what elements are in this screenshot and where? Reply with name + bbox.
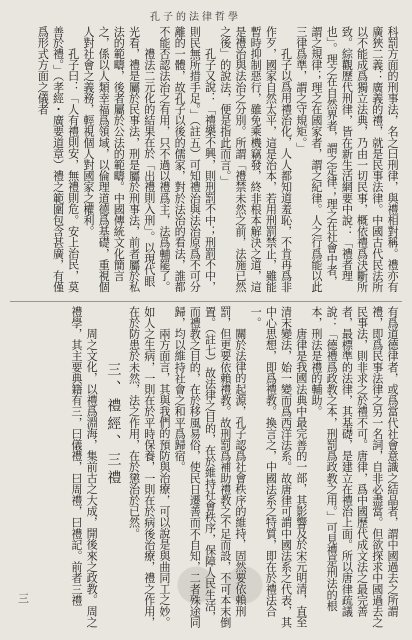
- running-header: 孔子的法律哲學: [150, 12, 241, 23]
- paragraph: 科罰方面的刑事法，名之曰刑律，與禮相對稱。禮亦有廣狹二義：廣義的禮，就是民事法律。中國古代民法所以不能成爲獨立法典，乃由一切民事，概依禮爲決斷所致。綜觀歷代刑律，皆在新生活網要中說：「禮者理也」。理之在自然界者，謂之定律；理之在社會中者，謂之規律；理之在國家者，謂之紀律。人之行爲能以此三律爲準，謂之守規矩。」: [294, 26, 399, 293]
- paragraph: 唐律是我國法典中最完善的一部，其影響及於宋元明清，直至清末變法，始一變而爲西洋法系。故唐律可謂中國法系之代表，其中心思想，即爲禮教。換言之，中國法系之特質，即在於禮法合一。: [249, 306, 308, 628]
- upper-text-block: [4, 26, 400, 296]
- paragraph: 關於法律的起源，孔子認爲社會秩序的維持，固然要依賴刑罰，但更要依賴禮教。故刑罰爲補助禮教之不足而設，不可本末倒置。（註七）故法律之目的，在於維持社會秩序，保障人民生活，而禮教之目的，在於移風易俗，使民日遷善而不自知，二者殊途同歸，均以維持社會之和平爲歸宿。: [173, 306, 247, 628]
- section-heading: 三、禮經、三禮: [105, 362, 122, 488]
- paragraph: 周之文化，以禮爲淵海，集前古之大成，開後來之政教。周之禮學，其主要典籍有三，曰儀禮，曰周禮，曰禮記。前者三禮: [69, 306, 99, 628]
- paragraph: 禮法二元化的結果在於「出禮則入刑」。以現代眼光看，禮是屬於民事法，刑是屬於刑事法，前者屬於私法的範疇，後者屬於公法的範疇。中國傳統文化簡言之，係以人類幸福爲領域，以倫理道德爲基礎，重視個人對社會之義務，輕視個人對國家之權利。: [81, 26, 156, 293]
- section-divider: [10, 301, 402, 302]
- watermark-stain: [160, 560, 280, 610]
- paragraph: 兩方面言，其與我們的預防與治療，可以說是與曲同工之妙。如人之生病，一則在於平時保養，一則在於病後治療，禮之作用，在於防患於未然，法之作用，在於懲治於已然。: [127, 306, 171, 628]
- paragraph: 孔子以爲用禮治化，人人都知道羞恥，不肯再爲非作歹，國家自然太平，這是治本，若用刑罰禁止，雖能暫時抑制惡行，雖免乘機竊發，終非根本解決之道，這是禮治與法治之分別。所謂「禮禁未然之前，法施已然之後」的說法，便是指此而言。」: [218, 26, 293, 293]
- page-number: 三: [18, 592, 29, 605]
- paragraph: 孔子又說：「禮樂不興，則刑罰不中；刑罰不中，則民無所措手足。」（註五）可知禮治與法治原爲不可分離的一體，故孔子以後的儒家，對於法治的看法，誰都不能否認法治之有用，只不過以禮爲主，法爲輔罷了。: [157, 26, 217, 293]
- paragraph: 孔子曰：「人有禮則安，無禮則危。安上治民，莫善於禮。」（孝經・廣要道章）禮之範圍包含甚廣，有僅爲形式方面之儀者: [36, 26, 80, 293]
- paragraph: 有爲道德律者，或爲當代社會意識之結晶者，謂中國過去之所謂禮，即爲民事法律之另一名詞，自非必盡當。但欲探求中國過去之民事法，則非求之於禮不可。唐律，爲中國歷代成文法之最完善者，最標準的法律，其基礎，是建立在禮治上面。所以唐律疏議說：「德禮爲政教之本，刑罰爲政教之用。」可見禮是刑法的根本，刑法是禮的輔助。: [309, 306, 399, 628]
